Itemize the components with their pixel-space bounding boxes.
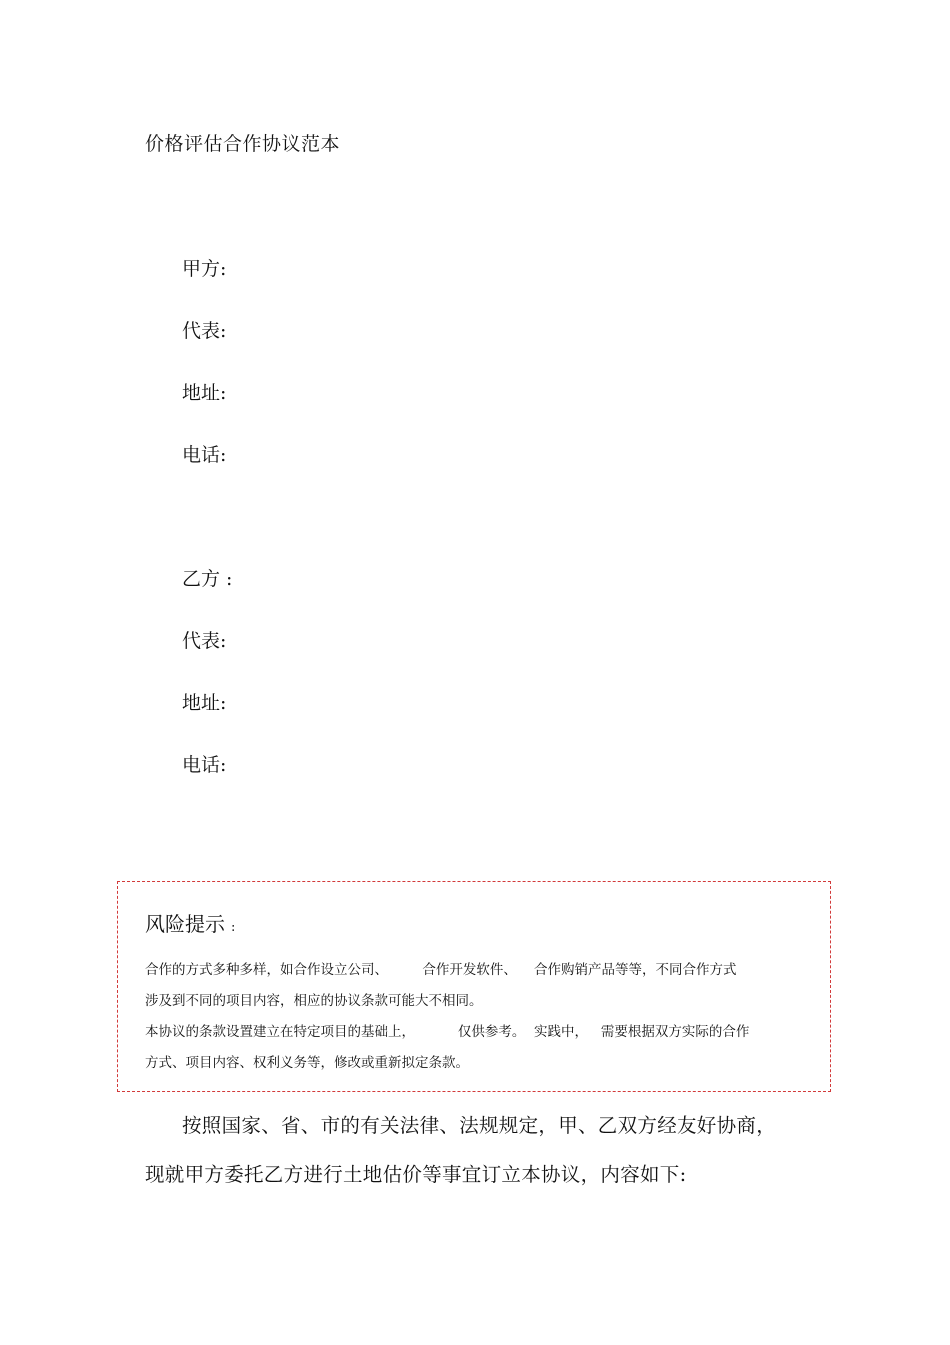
risk-notice-title-text: 风险提示 (145, 912, 225, 936)
risk-notice-line: 涉及到不同的项目内容，相应的协议条款可能大不相同。 (145, 993, 483, 1009)
risk-notice-title-colon: : (231, 920, 236, 935)
risk-notice-line: 方式、项目内容、权利义务等，修改或重新拟定条款。 (145, 1055, 469, 1071)
risk-notice-line: 本协议的条款设置建立在特定项目的基础上， 仅供参考。 实践中， 需要根据双方实际的合作 (145, 1024, 750, 1040)
party-a-rep-label: 代表: (182, 320, 227, 342)
party-b-phone-label: 电话: (182, 754, 227, 776)
document-title: 价格评估合作协议范本 (145, 133, 341, 155)
party-a-address-label: 地址: (182, 382, 227, 404)
body-paragraph-line-1: 按照国家、省、市的有关法律、法规规定，甲、乙双方经友好协商， (182, 1114, 777, 1137)
party-b-name-label: 乙方 : (182, 568, 233, 590)
body-paragraph-line-2: 现就甲方委托乙方进行土地估价等事宜订立本协议，内容如下: (145, 1163, 687, 1186)
party-a-name-label: 甲方: (182, 258, 227, 280)
risk-notice-line: 合作的方式多种多样，如合作设立公司、 合作开发软件、 合作购销产品等等，不同合作方式 (145, 962, 737, 978)
risk-notice-title (145, 908, 235, 937)
party-b-address-label: 地址: (182, 692, 227, 714)
party-b-rep-label: 代表: (182, 630, 227, 652)
risk-notice-box (117, 881, 831, 1092)
party-a-phone-label: 电话: (182, 444, 227, 466)
